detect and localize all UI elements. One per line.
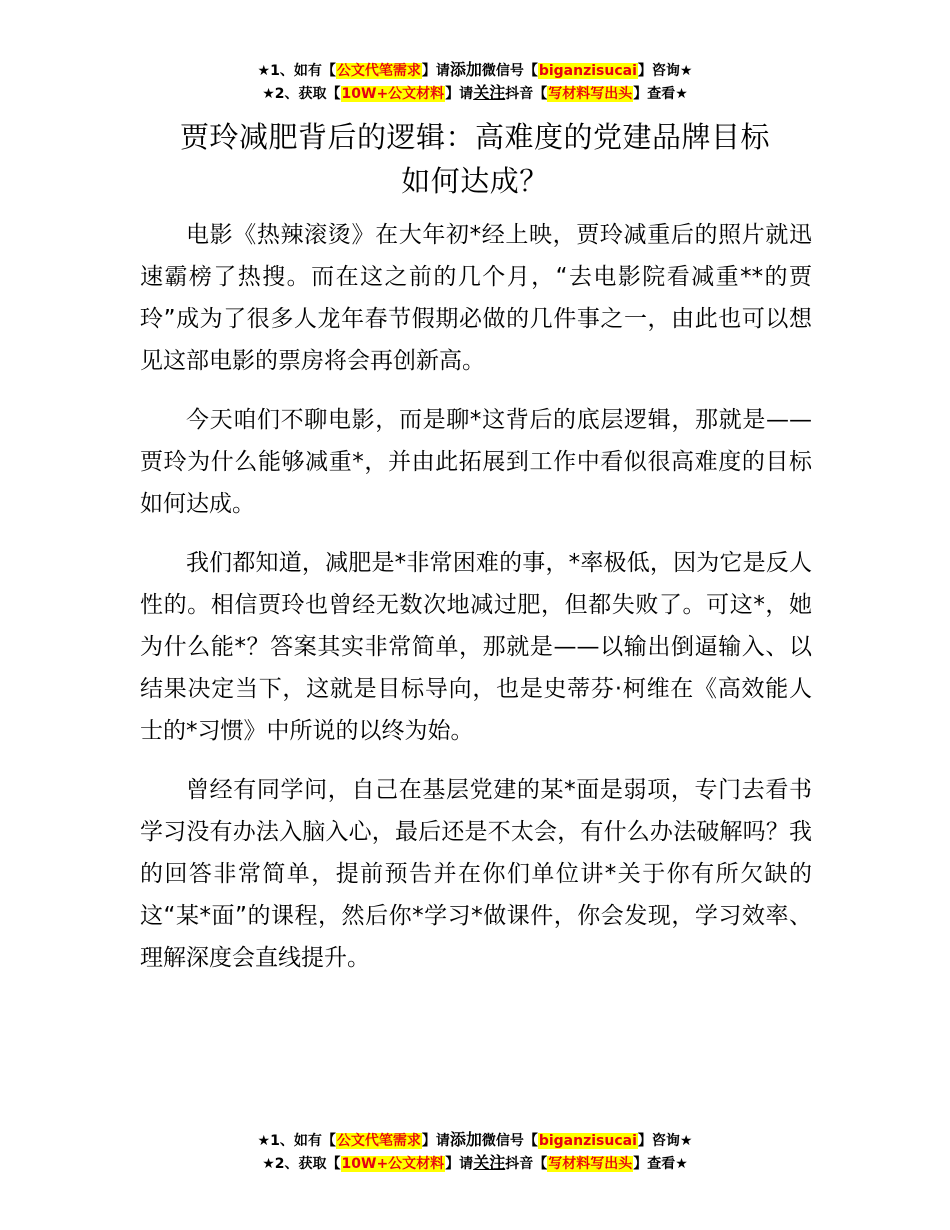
document-title: [140, 115, 810, 203]
highlight-douyin-account: 写材料写出头: [548, 86, 633, 102]
footer-banner: [0, 1129, 950, 1175]
footer-line-1-prefix: ★1、如有【: [257, 1133, 336, 1149]
paragraph-4: 曾经有同学问，自己在基层党建的某*面是弱项，专门去看书学习没有办法入脑入心，最后还是不太会，有什么办法破解吗？我的回答非常简单，提前预告并在你们单位讲*关于你有所欠缺的这“某*面”的课程，然后你*学习*做课件，你会发现，学习效率、理解深度会直线提升。: [140, 777, 812, 971]
banner-line-2-mid2: 抖音【: [505, 86, 548, 102]
footer-line-2-suffix: 】查看★: [633, 1156, 688, 1172]
footer-line-2-mid1: 】请: [445, 1156, 474, 1172]
highlight-materials: 10W+公文材料: [341, 86, 445, 102]
footer-add-text: 添加: [449, 1130, 482, 1149]
banner-line-2-suffix: 】查看★: [633, 86, 688, 102]
banner-line-2-prefix: ★2、获取【: [262, 86, 341, 102]
paragraph-2: 今天咱们不聊电影，而是聊*这背后的底层逻辑，那就是——贾玲为什么能够减重*，并由此拓展到工作中看似很高难度的目标如何达成。: [140, 407, 812, 517]
title-line-2: 如何达成？: [401, 164, 549, 198]
footer-line-2-prefix: ★2、获取【: [262, 1156, 341, 1172]
footer-line-1-mid2: 微信号【: [481, 1133, 538, 1149]
footer-banner-line-1: [0, 1129, 950, 1152]
footer-line-2-mid2: 抖音【: [505, 1156, 548, 1172]
banner-line-1-mid2: 微信号【: [481, 63, 538, 79]
banner-add-text: 添加: [449, 60, 482, 79]
banner-line-1-prefix: ★1、如有【: [257, 63, 336, 79]
footer-line-1-suffix: 】咨询★: [637, 1133, 693, 1149]
banner-line-2-mid1: 】请: [445, 86, 474, 102]
footer-highlight-wechat-id: biganzisucai: [538, 1133, 637, 1149]
footer-line-1-mid1: 】请: [421, 1133, 450, 1149]
paragraph-1: 电影《热辣滚烫》在大年初*经上映，贾玲减重后的照片就迅速霸榜了热搜。而在这之前的几个月，“去电影院看减重**的贾玲”成为了很多人龙年春节假期必做的几件事之一，由此也可以想见这部电影的票房将会再创新高。: [140, 222, 812, 374]
highlight-wechat-id: biganzisucai: [538, 63, 637, 79]
banner-line-1: [0, 59, 950, 82]
header-banner: [0, 59, 950, 105]
document-body: [140, 214, 812, 996]
footer-highlight-materials: 10W+公文材料: [341, 1156, 445, 1172]
banner-follow-text: 关注: [473, 83, 506, 102]
footer-highlight-ghostwriting: 公文代笔需求: [336, 1133, 421, 1149]
footer-banner-line-2: [0, 1152, 950, 1175]
footer-follow-text: 关注: [473, 1153, 506, 1172]
banner-line-1-suffix: 】咨询★: [637, 63, 693, 79]
footer-highlight-douyin-account: 写材料写出头: [548, 1156, 633, 1172]
paragraph-3: 我们都知道，减肥是*非常困难的事，*率极低，因为它是反人性的。相信贾玲也曾经无数次地减过肥，但都失败了。可这*，她为什么能*？答案其实非常简单，那就是——以输出倒逼输入、以结果决定当下，这就是目标导向，也是史蒂芬·柯维在《高效能人士的*习惯》中所说的以终为始。: [140, 550, 812, 744]
banner-line-2: [0, 82, 950, 105]
banner-line-1-mid1: 】请: [421, 63, 450, 79]
highlight-ghostwriting: 公文代笔需求: [336, 63, 421, 79]
title-line-1: 贾玲减肥背后的逻辑：高难度的党建品牌目标: [179, 120, 770, 154]
